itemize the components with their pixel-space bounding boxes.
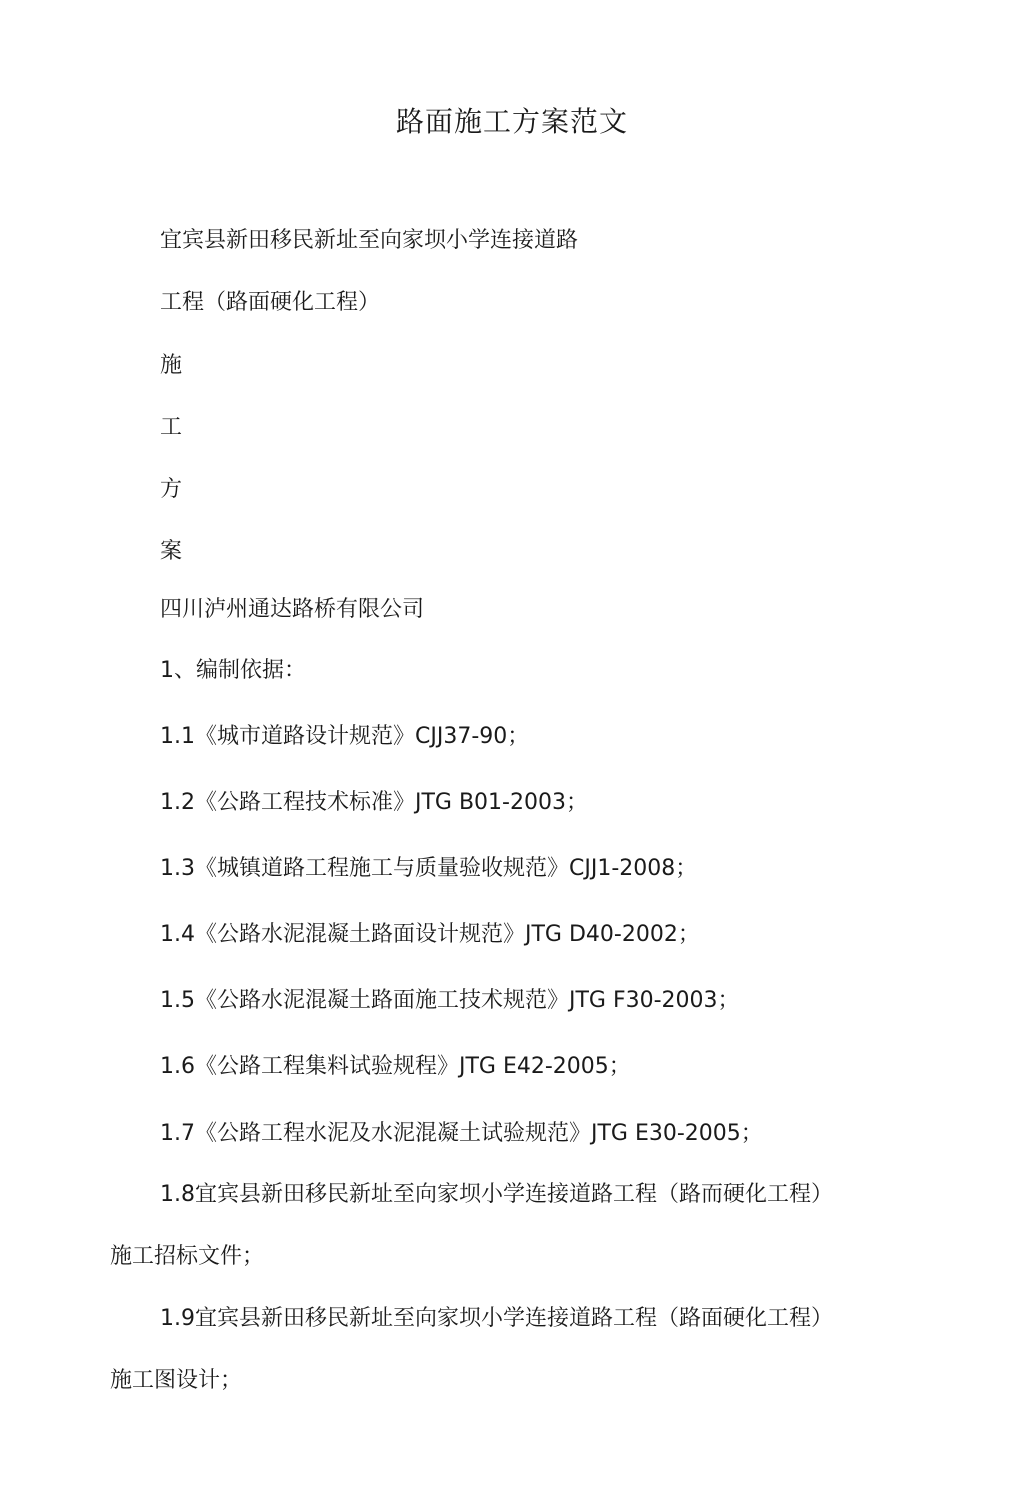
section-heading: 1、编制依据： bbox=[160, 658, 306, 683]
basis-item-2: 1.2《公路工程技术标准》JTG B01-2003； bbox=[160, 790, 588, 815]
basis-item-8-line-1: 1.8宜宾县新田移民新址至向家坝小学连接道路工程（路而硬化工程） bbox=[160, 1182, 833, 1207]
vertical-char-4: 案 bbox=[160, 539, 183, 564]
basis-item-6: 1.6《公路工程集料试验规程》JTG E42-2005； bbox=[160, 1054, 631, 1079]
company-name: 四川泸州通达路桥有限公司 bbox=[160, 597, 425, 622]
project-name-line-2: 工程（路面硬化工程） bbox=[160, 290, 381, 315]
basis-item-4: 1.4《公路水泥混凝土路面设计规范》JTG D40-2002； bbox=[160, 922, 700, 947]
basis-item-7: 1.7《公路工程水泥及水泥混凝土试验规范》JTG E30-2005； bbox=[160, 1121, 763, 1146]
basis-item-1: 1.1《城市道路设计规范》CJJ37-90； bbox=[160, 724, 530, 749]
vertical-char-2: 工 bbox=[160, 415, 183, 440]
basis-item-9-line-1: 1.9宜宾县新田移民新址至向家坝小学连接道路工程（路面硬化工程） bbox=[160, 1306, 833, 1331]
basis-item-8-line-2: 施工招标文件； bbox=[110, 1244, 265, 1269]
basis-item-5: 1.5《公路水泥混凝土路面施工技术规范》JTG F30-2003； bbox=[160, 988, 740, 1013]
document-title: 路面施工方案范文 bbox=[395, 105, 628, 138]
vertical-char-1: 施 bbox=[160, 353, 183, 378]
project-name-line-1: 宜宾县新田移民新址至向家坝小学连接道路 bbox=[160, 228, 579, 253]
basis-item-3: 1.3《城镇道路工程施工与质量验收规范》CJJ1-2008； bbox=[160, 856, 698, 881]
basis-item-9-line-2: 施工图设计； bbox=[110, 1368, 243, 1393]
vertical-char-3: 方 bbox=[160, 477, 183, 502]
